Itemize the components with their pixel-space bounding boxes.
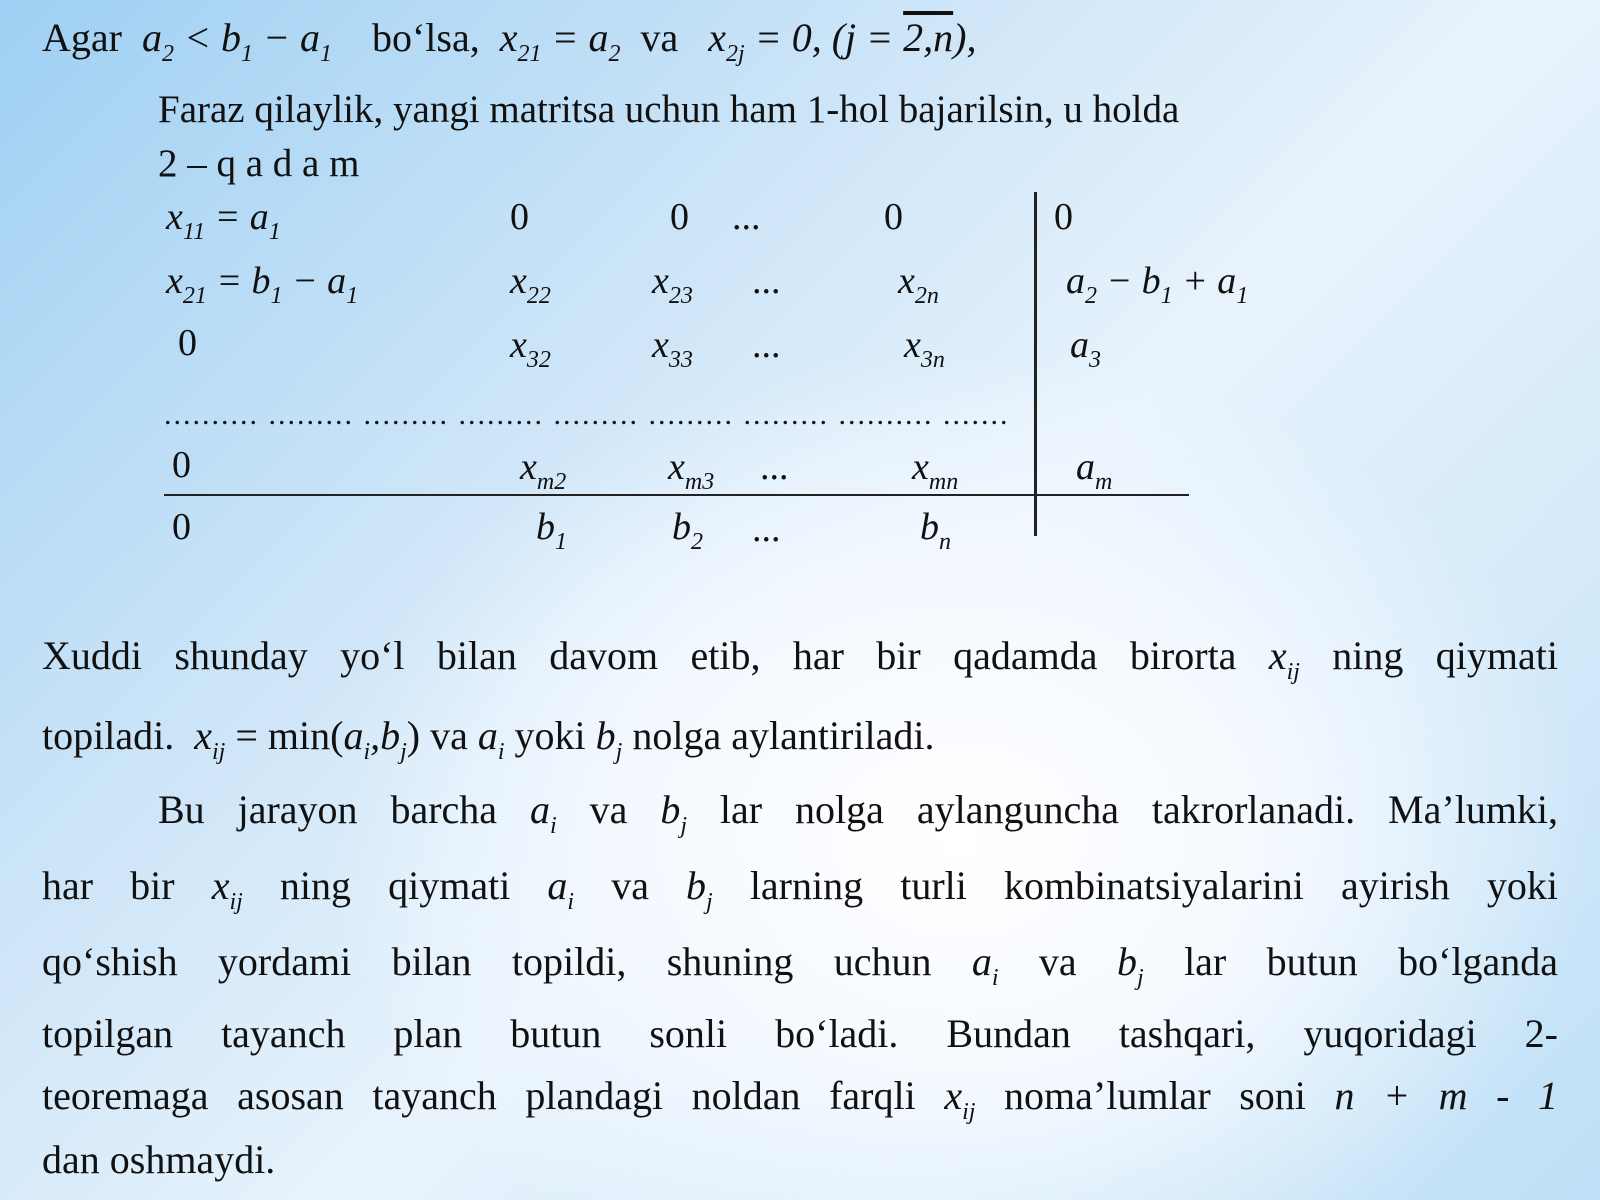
paragraph-line-8: dan oshmaydi. <box>42 1137 276 1182</box>
cell-rm-dots: ... <box>760 446 789 488</box>
cell-r1-c2: 0 <box>510 196 529 238</box>
cell-rm-c3: $x_{m3}$ <box>668 446 715 495</box>
cell-rb-c4: $b_n$ <box>920 506 951 555</box>
text-va: va <box>640 15 679 60</box>
paragraph-line-1: Xuddi shunday yo‘l bilan davom etib, har bir qadamda birorta $x_{ij}$ ning qiymati <box>42 633 1558 685</box>
math-x2j: $x_{2j} = 0$, (j = 2,n), <box>708 15 977 67</box>
table-vertical-line <box>1034 192 1037 536</box>
paragraph-line-6: topilgan tayanch plan butun sonli bo‘ladi. Bundan tashqari, yuqoridagi 2- <box>42 1011 1558 1056</box>
cell-r3-c3: $x_{33}$ <box>652 324 693 373</box>
cell-rm-c2: $x_{m2}$ <box>520 446 567 495</box>
table-horizontal-line <box>164 494 1189 496</box>
cell-r2-c4: $x_{2n}$ <box>898 260 939 309</box>
cell-r1-c4: 0 <box>884 196 903 238</box>
cell-rm-c5: $a_m$ <box>1076 446 1113 495</box>
cell-r3-c5: $a_3$ <box>1070 324 1101 373</box>
condition-line <box>42 15 977 67</box>
cell-r2-c3: $x_{23}$ <box>652 260 693 309</box>
cell-r3-c4: $x_{3n}$ <box>904 324 945 373</box>
paragraph-line-7: teoremaga asosan tayanch plandagi noldan farqli $x_{ij}$ noma’lumlar soni n + m - 1 <box>42 1073 1559 1125</box>
text-agar: Agar <box>42 15 122 60</box>
step-heading: 2 – q a d a m <box>158 142 360 185</box>
cell-rm-c4: $x_{mn}$ <box>912 446 959 495</box>
cell-r1-c3: 0 <box>670 196 689 238</box>
cell-rb-c2: $b_1$ <box>536 506 567 555</box>
cell-rb-dots: ... <box>752 508 781 550</box>
paragraph-line-4: har bir $x_{ij}$ ning qiymati $a_i$ va $b_j$ larning turli kombinatsiyalarini ayirish yoki <box>42 863 1559 915</box>
paragraph-line-3: Bu jarayon barcha $a_i$ va $b_j$ lar nolga aylanguncha takrorlanadi. Ma’lumki, <box>158 787 1559 839</box>
cell-rm-c1: 0 <box>172 444 191 486</box>
cell-rb-c3: $b_2$ <box>672 506 703 555</box>
cell-r2-dots: ... <box>752 260 781 302</box>
dotted-row: .......... ......... ......... ......... ......... ......... ......... .......... ....... <box>164 398 1010 431</box>
text-bolsa: bo‘lsa, <box>371 15 480 60</box>
math-condition: $a_2 < b_1 - a_1$ <box>141 15 332 67</box>
cell-r2-c5: $a_2 - b_1 + a_1$ <box>1066 260 1249 309</box>
cell-r1-c1: $x_{11} = a_1$ <box>166 196 281 245</box>
faraz-line: Faraz qilaylik, yangi matritsa uchun ham 1-hol bajarilsin, u holda <box>158 88 1180 131</box>
math-x21: $x_{21} = a_2$ <box>499 15 621 67</box>
cell-r1-dots: ... <box>732 196 761 238</box>
paragraph-line-5: qo‘shish yordami bilan topildi, shuning uchun $a_i$ va $b_j$ lar butun bo‘lganda <box>42 939 1559 991</box>
cell-r3-dots: ... <box>752 324 781 366</box>
cell-r3-c2: $x_{32}$ <box>510 324 551 373</box>
cell-r3-c1: 0 <box>178 322 197 364</box>
cell-r1-c5: 0 <box>1054 196 1073 238</box>
cell-rb-c1: 0 <box>172 506 191 548</box>
cell-r2-c2: $x_{22}$ <box>510 260 551 309</box>
paragraph-line-2: topiladi. $x_{ij} = \min(a_i,b_j)$ va $a_i$ yoki $b_j$ nolga aylantiriladi. <box>42 713 935 765</box>
cell-r2-c1: $x_{21} = b_1 - a_1$ <box>166 260 359 309</box>
